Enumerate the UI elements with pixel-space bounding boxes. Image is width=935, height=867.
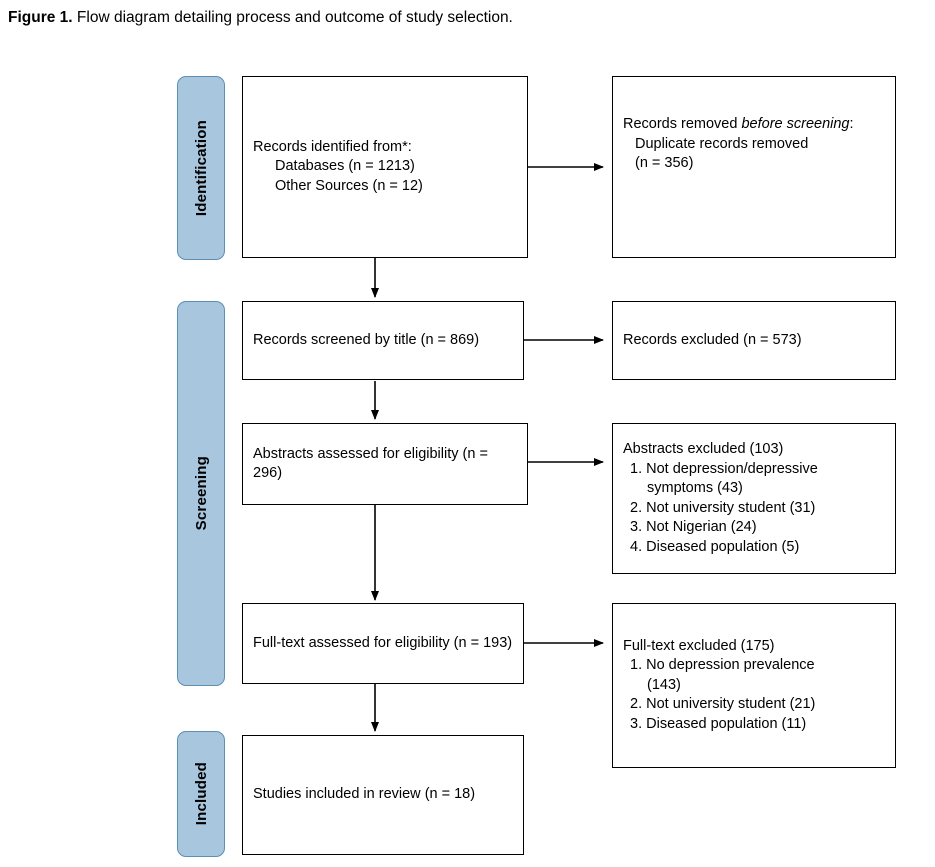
records-removed-duplicates: Duplicate records removed	[635, 135, 809, 152]
stage-label-screening	[177, 301, 225, 686]
figure-label: Figure 1.	[8, 9, 73, 26]
abstracts-assessed-count: (n = 296)	[253, 445, 488, 481]
records-removed-line1-a: Records removed	[623, 116, 742, 132]
records-removed-count: (n = 356)	[635, 155, 694, 171]
stage-label-included-text: Included	[192, 762, 210, 826]
figure-caption-text: Flow diagram detailing process and outcome of study selection.	[72, 9, 513, 26]
abstracts-excluded-item4: 4. Diseased population (5)	[630, 538, 800, 555]
studies-included-line1: Studies included in review	[253, 786, 421, 803]
records-identified-databases: Databases (n = 1213)	[275, 158, 415, 175]
stage-label-identification	[177, 76, 225, 260]
stage-label-identification-text: Identification	[192, 119, 210, 217]
abstracts-excluded-item3: 3. Not Nigerian (24)	[630, 519, 757, 535]
box-records-screened	[242, 301, 524, 380]
abstracts-excluded-item2: 2. Not university student (31)	[630, 499, 816, 516]
abstracts-assessed-line1: Abstracts assessed for eligibility	[253, 445, 459, 462]
records-identified-other-sources: Other Sources (n = 12)	[275, 177, 423, 194]
records-excluded-line1: Records excluded	[623, 331, 740, 348]
records-removed-line1	[623, 116, 854, 132]
fulltext-assessed-count: (n = 193)	[453, 634, 513, 651]
abstracts-excluded-line1: Abstracts excluded (103)	[623, 441, 784, 457]
fulltext-excluded-item1: 1. No depression prevalence	[630, 657, 815, 674]
fulltext-assessed-line1: Full-text assessed for eligibility	[253, 634, 450, 651]
records-screened-count: (n = 869)	[420, 331, 480, 348]
fulltext-excluded-line1: Full-text excluded (175)	[623, 637, 775, 654]
records-identified-line1: Records identified from*:	[253, 138, 412, 155]
fulltext-excluded-item1-cont: (143)	[647, 676, 681, 693]
box-fulltext-assessed	[242, 603, 524, 684]
box-fulltext-excluded	[612, 603, 896, 768]
studies-included-count: (n = 18)	[424, 786, 476, 803]
box-studies-included	[242, 735, 524, 855]
box-abstracts-excluded	[612, 423, 896, 574]
abstracts-excluded-item1: 1. Not depression/depressive	[630, 460, 818, 477]
box-records-removed	[612, 76, 896, 258]
abstracts-excluded-item1-cont: symptoms (43)	[647, 480, 743, 496]
records-removed-line1-b: before screening	[741, 116, 850, 132]
box-records-identified	[242, 76, 528, 258]
fulltext-excluded-item3: 3. Diseased population (11)	[630, 715, 807, 732]
stage-label-included	[177, 731, 225, 857]
figure-caption	[8, 8, 513, 28]
box-abstracts-assessed	[242, 423, 528, 505]
records-excluded-count: (n = 573)	[743, 331, 802, 348]
records-screened-line1: Records screened by title	[253, 331, 417, 348]
records-removed-line1-c: :	[849, 116, 854, 132]
box-records-excluded	[612, 301, 896, 380]
stage-label-screening-text: Screening	[192, 456, 210, 531]
fulltext-excluded-item2: 2. Not university student (21)	[630, 696, 816, 713]
